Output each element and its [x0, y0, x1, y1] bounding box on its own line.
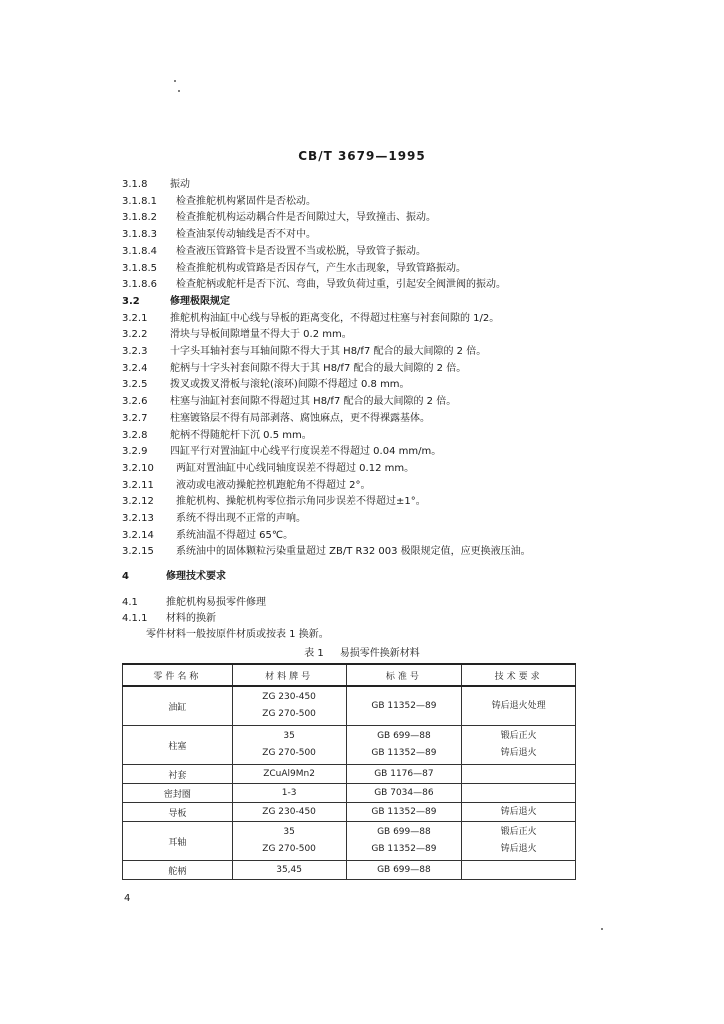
- clause-number: 3.2.5: [122, 379, 148, 391]
- clause-text: 推舵机构油缸中心线与导板的距离变化，不得超过柱塞与衬套间隙的 1/2。: [170, 312, 500, 324]
- cell-requirements: [462, 784, 576, 803]
- clause-line: [122, 479, 371, 493]
- header-standard: 标准号: [346, 664, 462, 686]
- clause-text: 推舵机构、操舵机构零位指示角同步误差不得超过±1°。: [176, 496, 426, 508]
- table-row: [123, 822, 576, 861]
- cell-standard: [346, 765, 462, 784]
- scan-speck: [174, 80, 176, 82]
- cell-material-line: 1-3: [281, 787, 297, 798]
- cell-material-line: ZG 230-450: [262, 806, 316, 817]
- cell-part-name: 舵柄: [123, 861, 233, 880]
- cell-standard-line: GB 11352—89: [371, 748, 437, 758]
- table-row: [123, 861, 576, 880]
- cell-material: [232, 822, 346, 861]
- cell-standard-line: GB 699—88: [377, 827, 431, 837]
- clause-number: 3.2.6: [122, 396, 148, 408]
- cell-requirements-line: 锻后正火: [500, 827, 537, 837]
- cell-requirements-line: 铸后退火: [500, 748, 537, 758]
- clause-text: 系统油温不得超过 65℃。: [176, 529, 294, 541]
- clause-text: 柱塞与油缸衬套间隙不得超过其 H8/f7 配合的最大间隙的 2 倍。: [170, 396, 457, 408]
- cell-material: [232, 686, 346, 726]
- clause-text: 柱塞镀铬层不得有局部剥落、腐蚀麻点，更不得裸露基体。: [170, 412, 430, 424]
- cell-material-line: ZG 230-450: [262, 692, 316, 702]
- table-row: [123, 765, 576, 784]
- clause-line: [122, 245, 426, 259]
- clause-number: 3.2.11: [122, 479, 154, 491]
- clause-number: 3.1.8.3: [122, 229, 157, 241]
- table-row: [123, 686, 576, 726]
- clause-line: [122, 529, 293, 543]
- clause-line: [122, 362, 466, 376]
- cell-requirements-line: 铸后退火处理: [491, 700, 546, 711]
- clause-number: 3.2.8: [122, 429, 148, 441]
- clause-line: [122, 545, 531, 559]
- cell-standard: [346, 784, 462, 803]
- cell-material-line: ZCuAl9Mn2: [263, 768, 315, 779]
- cell-requirements-line: 锻后正火: [500, 731, 537, 741]
- clause-line: [122, 445, 441, 459]
- clause-line: [122, 378, 410, 392]
- cell-requirements: [462, 765, 576, 784]
- clause-text: 舵柄与十字头衬套间隙不得大于其 H8/f7 配合的最大间隙的 2 倍。: [170, 362, 467, 374]
- clause-line: [122, 412, 430, 426]
- page-number: 4: [124, 893, 131, 904]
- clause-line: [122, 178, 190, 192]
- table-row: [123, 803, 576, 822]
- clause-line: [122, 211, 436, 225]
- clause-text: 系统不得出现不正常的声响。: [176, 513, 306, 524]
- parts-table: [122, 663, 576, 880]
- section-4-1-heading: 4.1 推舵机构易损零件修理: [122, 597, 266, 608]
- cell-material-line: ZG 270-500: [262, 709, 316, 719]
- cell-part-name: 导板: [123, 803, 233, 822]
- clause-number: 3.2: [122, 295, 140, 307]
- cell-material-line: 35: [283, 827, 295, 837]
- cell-material: [232, 861, 346, 880]
- clause-line: [122, 495, 426, 509]
- clause-number: 3.2.3: [122, 346, 148, 357]
- clause-number: 3.2.7: [122, 412, 148, 424]
- clause-text: 液动或电液动操舵控机跑舵角不得超过 2°。: [176, 479, 371, 491]
- clause-line: [122, 312, 499, 326]
- clause-line: [122, 195, 316, 209]
- cell-part-name: 耳轴: [123, 822, 233, 861]
- header-material: 材料牌号: [232, 664, 346, 686]
- clause-number: 3.1.8: [122, 179, 148, 190]
- clause-number: 3.2.14: [122, 529, 154, 541]
- cell-standard: [346, 686, 462, 726]
- cell-requirements: [462, 686, 576, 726]
- clause-text: 十字头耳轴衬套与耳轴间隙不得大于其 H8/f7 配合的最大间隙的 2 倍。: [170, 346, 487, 357]
- cell-material-line: ZG 270-500: [262, 748, 316, 758]
- cell-standard-line: GB 1176—87: [374, 768, 434, 779]
- cell-standard-line: GB 11352—89: [371, 806, 437, 817]
- table-row: [123, 726, 576, 765]
- clause-number: 3.2.4: [122, 362, 148, 374]
- table-row: [123, 784, 576, 803]
- cell-standard-line: GB 699—88: [377, 864, 431, 875]
- clause-text: 四缸平行对置油缸中心线平行度误差不得超过 0.04 mm/m。: [170, 446, 442, 458]
- cell-requirements-line: 铸后退火: [500, 844, 537, 854]
- cell-standard-line: GB 699—88: [377, 731, 431, 741]
- section-4-heading: 4 修理技术要求: [122, 571, 226, 582]
- clause-text: 系统油中的固体颗粒污染重量超过 ZB/T R32 003 极限规定值，应更换液压油。: [176, 546, 531, 558]
- scan-speck: [601, 928, 603, 930]
- cell-standard: [346, 803, 462, 822]
- cell-standard: [346, 822, 462, 861]
- cell-material: [232, 784, 346, 803]
- clause-number: 3.2.15: [122, 546, 154, 558]
- cell-part-name: 衬套: [123, 765, 233, 784]
- cell-standard-line: GB 11352—89: [371, 700, 437, 711]
- clause-text: 舵柄不得随舵杆下沉 0.5 mm。: [170, 429, 312, 441]
- cell-standard: [346, 861, 462, 880]
- cell-standard: [346, 726, 462, 765]
- cell-material-line: ZG 270-500: [262, 844, 316, 854]
- clause-text: 滑块与导板间隙增量不得大于 0.2 mm。: [170, 329, 352, 341]
- clause-text: 拨叉或拨叉滑板与滚轮(滚环)间隙不得超过 0.8 mm。: [170, 379, 410, 391]
- clause-number: 3.1.8.5: [122, 262, 157, 274]
- cell-standard-line: GB 11352—89: [371, 844, 437, 854]
- section-4-paragraph: 零件材料一般按原件材质或按表 1 换新。: [146, 629, 329, 640]
- clause-line: [122, 228, 316, 242]
- cell-material-line: 35,45: [276, 864, 302, 875]
- cell-requirements: [462, 861, 576, 880]
- clause-number: 3.2.13: [122, 513, 154, 524]
- table-header-row: [123, 664, 576, 686]
- clause-number: 3.1.8.6: [122, 279, 157, 291]
- cell-part-name: 油缸: [123, 686, 233, 726]
- clause-number: 3.2.10: [122, 462, 154, 474]
- clause-number: 3.1.8.2: [122, 212, 157, 224]
- cell-part-name: 密封圈: [123, 784, 233, 803]
- clause-number: 3.2.9: [122, 446, 148, 458]
- cell-requirements: [462, 803, 576, 822]
- cell-requirements: [462, 726, 576, 765]
- cell-part-name: 柱塞: [123, 726, 233, 765]
- clause-text: 检查舵柄或舵杆是否下沉、弯曲，导致负荷过重，引起安全阀泄阀的振动。: [176, 279, 506, 291]
- clause-line: [122, 462, 414, 476]
- cell-material: [232, 726, 346, 765]
- cell-standard-line: GB 7034—86: [374, 787, 434, 798]
- cell-material: [232, 765, 346, 784]
- clause-text: 检查推舵机构运动耦合件是否间隙过大，导致撞击、振动。: [176, 212, 436, 224]
- cell-requirements-line: 铸后退火: [500, 806, 537, 817]
- table-caption: 表 1 易损零件换新材料: [304, 648, 420, 659]
- clause-line: [122, 328, 352, 342]
- clause-number: 3.1.8.4: [122, 245, 157, 257]
- cell-material-line: 35: [283, 731, 295, 741]
- clause-number: 3.2.12: [122, 496, 154, 508]
- section-4-1-1-heading: 4.1.1 材料的换新: [122, 613, 216, 624]
- scan-speck: [178, 90, 180, 92]
- clause-line: [122, 512, 306, 526]
- header-part-name: 零件名称: [123, 664, 233, 686]
- clause-text: 振动: [170, 179, 190, 190]
- clause-number: 3.1.8.1: [122, 195, 157, 207]
- clause-text: 检查液压管路管卡是否设置不当或松脱，导致管子振动。: [176, 245, 426, 257]
- clause-line: [122, 429, 312, 443]
- cell-requirements: [462, 822, 576, 861]
- clause-line: [122, 278, 506, 292]
- clause-text: 检查推舵机构或管路是否因存气，产生水击现象，导致管路振动。: [176, 262, 466, 274]
- clause-line: [122, 262, 466, 276]
- clause-text: 修理极限规定: [170, 295, 230, 307]
- clause-number: 3.2.2: [122, 329, 148, 341]
- clause-text: 检查推舵机构紧固件是否松动。: [176, 195, 316, 207]
- clause-line: [122, 395, 456, 409]
- clause-line: [122, 295, 230, 309]
- cell-material: [232, 803, 346, 822]
- clause-line: [122, 345, 486, 359]
- clause-text: 两缸对置油缸中心线同轴度误差不得超过 0.12 mm。: [176, 462, 415, 474]
- document-header: CB/T 3679—1995: [298, 149, 426, 163]
- clause-text: 检查油泵传动轴线是否不对中。: [176, 229, 316, 241]
- clause-number: 3.2.1: [122, 312, 148, 324]
- header-requirements: 技术要求: [462, 664, 576, 686]
